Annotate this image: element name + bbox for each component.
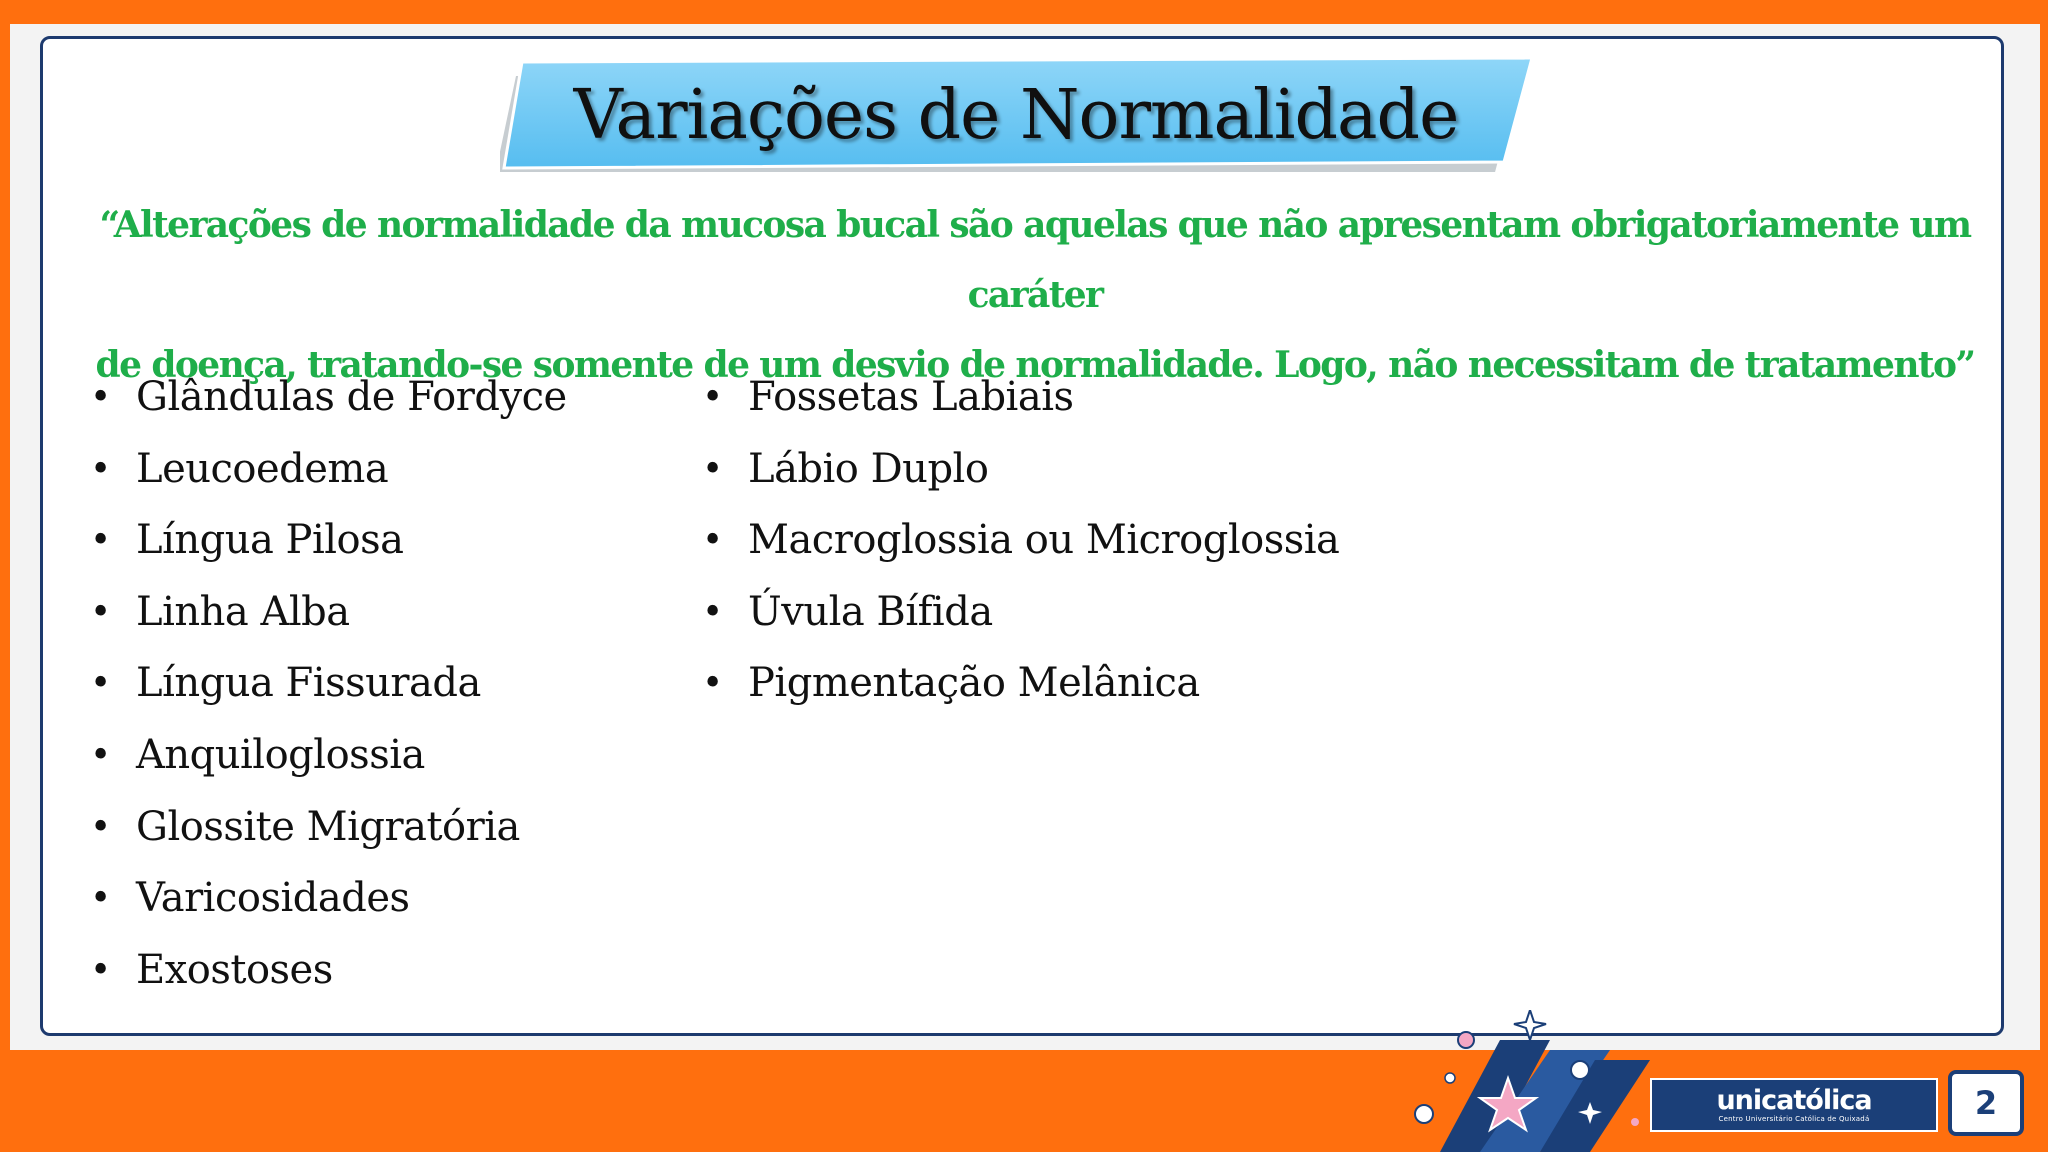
logo-subtitle: Centro Universitário Católica de Quixadá	[1718, 1114, 1870, 1123]
list-item	[90, 935, 567, 1007]
bullet-icon: •	[90, 878, 111, 920]
top-orange-strip	[0, 0, 2048, 24]
bullet-icon: •	[702, 520, 723, 562]
list-item	[90, 648, 567, 720]
list-item-label: Varicosidades	[136, 875, 410, 922]
bullet-icon: •	[702, 448, 723, 490]
list-item-label: Pigmentação Melânica	[748, 660, 1200, 707]
left-bullet-list	[90, 362, 567, 1006]
list-item	[90, 792, 567, 864]
list-item-label: Úvula Bífida	[748, 588, 993, 635]
list-item	[702, 434, 1339, 506]
bullet-icon: •	[702, 591, 723, 633]
list-item	[90, 863, 567, 935]
list-item-label: Fossetas Labiais	[748, 374, 1074, 420]
list-item-label: Língua Fissurada	[136, 660, 481, 707]
page-number: 2	[1974, 1084, 1998, 1122]
list-item	[90, 577, 567, 649]
quote-line-2: de doença, tratando-se somente de um desvio de normalidade. Logo, não necessitam de tratamento”	[95, 344, 1975, 386]
list-item	[90, 720, 567, 792]
list-item-label: Macroglossia ou Microglossia	[748, 517, 1340, 564]
logo-wordmark: unicatólica	[1716, 1084, 1872, 1116]
bullet-icon: •	[702, 377, 723, 418]
list-item-label: Lábio Duplo	[748, 445, 989, 492]
list-item-label: Leucoedema	[136, 445, 389, 492]
list-item-label: Exostoses	[136, 946, 333, 993]
list-item-label: Glossite Migratória	[136, 803, 520, 850]
bullet-icon: •	[90, 591, 111, 633]
list-item-label: Anquiloglossia	[136, 731, 425, 778]
bullet-icon: •	[90, 377, 111, 418]
list-item	[90, 505, 567, 577]
list-item	[90, 434, 567, 506]
right-bullet-list	[702, 362, 1339, 720]
list-item	[702, 577, 1339, 649]
list-item-label: Glândulas de Fordyce	[136, 374, 567, 420]
bullet-icon: •	[90, 734, 111, 776]
star-decoration-icon	[1390, 1010, 1650, 1152]
list-item-label: Linha Alba	[136, 588, 350, 635]
page-title: Variações de Normalidade	[573, 75, 1459, 155]
unicatolica-logo	[1650, 1078, 1938, 1132]
list-item	[702, 505, 1339, 577]
list-item	[90, 362, 567, 434]
bullet-icon: •	[702, 663, 723, 705]
bullet-icon: •	[90, 806, 111, 848]
list-item	[702, 362, 1339, 434]
bullet-icon: •	[90, 448, 111, 490]
bullet-icon: •	[90, 663, 111, 705]
list-item-label: Língua Pilosa	[136, 517, 404, 564]
bullet-icon: •	[90, 949, 111, 991]
list-item	[702, 648, 1339, 720]
bullet-icon: •	[90, 520, 111, 562]
title-banner	[500, 58, 1532, 172]
quote-line-1: “Alterações de normalidade da mucosa bucal são aquelas que não apresentam obrigatoriamente um caráter	[99, 204, 1971, 316]
page-number-badge	[1948, 1070, 2024, 1136]
